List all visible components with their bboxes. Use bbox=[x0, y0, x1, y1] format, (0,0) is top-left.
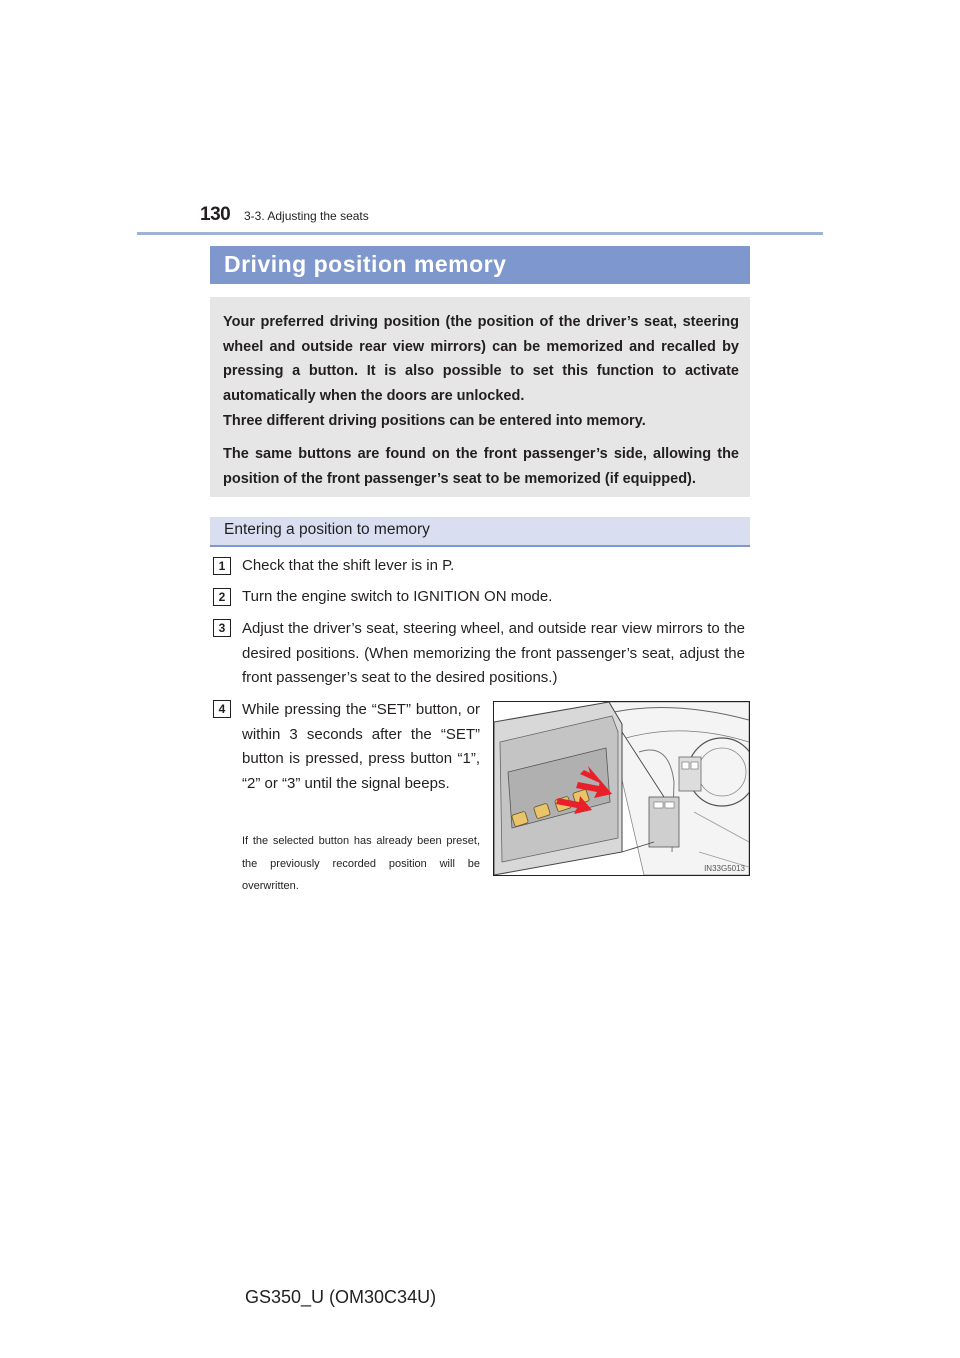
footer-model-code: GS350_U (OM30C34U) bbox=[245, 1287, 437, 1307]
step-text: While pressing the “SET” button, or within 3 seconds after the “SET” button is pressed, press button “1”, “2” or “3” until the signal beeps. bbox=[242, 701, 480, 792]
illustration-code: IN33G5013 bbox=[704, 864, 745, 873]
step-number: 1 bbox=[213, 557, 231, 575]
intro-paragraph: Three different driving positions can be entered into memory. bbox=[223, 413, 646, 429]
intro-paragraph: The same buttons are found on the front passenger’s side, allowing the position of the front passenger’s seat to be memorized (if equipped). bbox=[223, 446, 739, 487]
intro-paragraph: Your preferred driving position (the position of the driver’s seat, steering wheel and outside rear view mirrors) can be memorized and recalled by pressing a button. It is also possible to set this function to activate automatically when the doors are unlocked. bbox=[223, 314, 739, 404]
page-number: 130 bbox=[200, 204, 231, 225]
header-rule bbox=[137, 232, 823, 235]
step-text: Adjust the driver’s seat, steering wheel, and outside rear view mirrors to the desired positions. (When memorizing the front passenger’s seat, adjust the front passenger’s seat to the desired positions.) bbox=[242, 620, 745, 686]
section-breadcrumb: 3-3. Adjusting the seats bbox=[244, 209, 369, 223]
subsection-title: Entering a position to memory bbox=[224, 521, 430, 538]
note-text: If the selected button has already been preset, the previously recorded position will be overwritten. bbox=[242, 835, 480, 892]
door-memory-buttons-illustration bbox=[493, 701, 750, 876]
illustration-graphic bbox=[494, 702, 749, 875]
step-number: 2 bbox=[213, 588, 231, 606]
page-title: Driving position memory bbox=[224, 251, 507, 277]
step-number: 4 bbox=[213, 700, 231, 718]
step-text: Turn the engine switch to IGNITION ON mode. bbox=[242, 588, 553, 605]
intro-box bbox=[210, 297, 750, 497]
step-number: 3 bbox=[213, 619, 231, 637]
step-text: Check that the shift lever is in P. bbox=[242, 557, 455, 574]
subsection-bar bbox=[210, 517, 750, 547]
section-title-bar bbox=[210, 246, 750, 284]
